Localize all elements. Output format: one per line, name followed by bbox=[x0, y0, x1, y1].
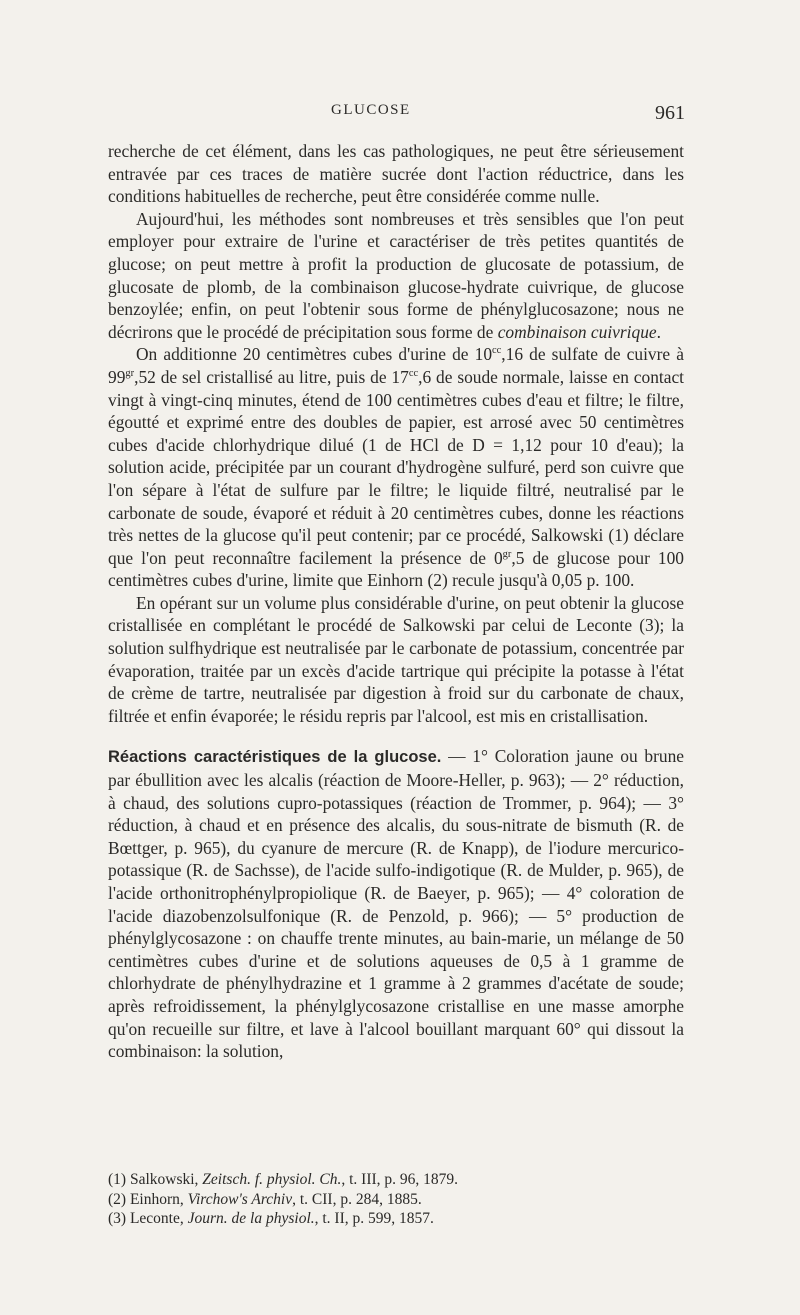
paragraph-2-end: . bbox=[656, 321, 661, 342]
paragraph-3-part: ,16 de sulfate de cuivre à 99 bbox=[108, 344, 684, 387]
footnote-number: (2) bbox=[108, 1190, 130, 1208]
footnote-author: Leconte, bbox=[129, 1210, 188, 1227]
paragraph-2-text: Aujourd'hui, les méthodes sont nombreuses et très sensibles que l'on peut employer pour extraire de l'urine et caractériser de très petites quantités de glucose; on peut mettre à profit la production de glucosate de potassium, de glucosate de plomb, de la combinaison glucose-hydrate cuivrique, de glucose benzoylée; enfin, on peut l'obtenir sous forme de phénylglucosazone; nous ne décrirons que le procédé de précipitation sous forme de bbox=[108, 208, 684, 342]
body-text bbox=[108, 140, 684, 1063]
paragraph-3-part: ,5 de glucose pour 100 centimètres cubes d'urine, limite que Einhorn (2) recule jusqu'à 0,05 p. 100. bbox=[108, 547, 685, 591]
paragraph-3-part: On additionne 20 centimètres cubes d'urine de 10 bbox=[136, 344, 493, 365]
running-head: GLUCOSE bbox=[331, 102, 411, 118]
footnote-author: Salkowski, bbox=[129, 1171, 203, 1188]
footnote-reference: , t. II, p. 599, 1857. bbox=[314, 1210, 434, 1227]
footnotes bbox=[108, 1170, 684, 1229]
section-title: Réactions caractéristiques de la glucose. bbox=[108, 748, 442, 767]
unit-superscript: gr bbox=[502, 548, 512, 560]
paragraph-3 bbox=[108, 343, 684, 592]
paragraph-1: recherche de cet élément, dans les cas pathologiques, ne peut être sérieusement entravée par ces traces de matière sucrée dont l'action réductrice, dans les conditions habituelles de recherche, peut être considérée comme nulle. bbox=[108, 141, 684, 207]
footnote bbox=[108, 1209, 684, 1229]
unit-superscript: gr bbox=[125, 368, 135, 380]
paragraph-3-part: ,6 de soude normale, laisse en contact vingt à vingt-cinq minutes, étend de 100 centimètres cubes d'eau et filtre; le filtre, égoutté et exprimé entre des doubles de papier, est arrosé avec 50 centimètres cubes d'acide chlorhydrique dilué (1 de HCl de D = 1,12 pour 10 d'eau); la solution acide, précipitée par un courant d'hydrogène sulfuré, perd son cuivre que l'on sépare à l'état de sulfure par le filtre; le liquide filtré, neutralisé par le carbonate de soude, évaporé et réduit à 20 centimètres cubes, donne les réactions très nettes de la glucose qu'il peut contenir; par ce procédé, Salkowski (1) déclare que l'on peut reconnaître facilement la présence de 0 bbox=[108, 366, 684, 568]
page-header bbox=[0, 100, 800, 130]
paragraph-2-emphasis: combinaison cuivrique bbox=[497, 321, 657, 342]
unit-superscript: cc bbox=[492, 345, 502, 357]
unit-superscript: cc bbox=[408, 368, 419, 380]
footnote-number: (3) bbox=[108, 1210, 130, 1227]
footnote bbox=[108, 1190, 684, 1210]
footnote-author: Einhorn, bbox=[129, 1190, 188, 1208]
page-number: 961 bbox=[655, 102, 685, 124]
footnote-source: Virchow's Archiv bbox=[187, 1190, 293, 1208]
footnote-reference: , t. III, p. 96, 1879. bbox=[341, 1171, 459, 1188]
footnote bbox=[108, 1170, 684, 1190]
footnote-reference: , t. CII, p. 284, 1885. bbox=[292, 1190, 422, 1208]
footnote-source: Journ. de la physiol. bbox=[187, 1210, 315, 1227]
paragraph-5-text: — 1° Coloration jaune ou brune par ébullition avec les alcalis (réaction de Moore-Heller, p. 963); — 2° réduction, à chaud, des solutions cupro-potassiques (réaction de Trommer, p. 964); — 3° réduction, à chaud et en présence des alcalis, du sous-nitrate de bismuth (R. de Bœttger, p. 965), du cyanure de mercure (R. de Knapp), de l'iodure mercurico-potassique (R. de Sachsse), de l'acide sulfo-indigotique (R. de Mulder, p. 965), de l'acide orthonitrophénylpropiolique (R. de Baeyer, p. 965); — 4° coloration de l'acide diazobenzolsulfonique (R. de Penzold, p. 966); — 5° production de phénylglycosazone : on chauffe trente minutes, au bain-marie, un mélange de 50 centimètres cubes d'urine et de solutions aqueuses de 0,5 à 1 gramme de chlorhydrate de phénylhydrazine et 1 gramme à 2 grammes d'acétate de soude; après refroidissement, la phénylglycosazone cristallise en une masse amorphe qu'on recueille sur filtre, et lave à l'alcool bouillant marquant 60° qui dissout la combinaison: la solution, bbox=[108, 746, 684, 1062]
paragraph-2 bbox=[108, 208, 684, 344]
footnote-number: (1) bbox=[108, 1171, 130, 1188]
paragraph-3-part: ,52 de sel cristallisé au litre, puis de 17 bbox=[134, 366, 409, 387]
paragraph-4: En opérant sur un volume plus considérable d'urine, on peut obtenir la glucose cristallisée en complétant le procédé de Salkowski par celui de Leconte (3); la solution sulfhydrique est neutralisée par le carbonate de potassium, concentrée par évaporation, traitée par un excès d'acide tartrique qui précipite la potasse à l'état de crème de tartre, neutralisée par digestion à froid sur du carbonate de chaux, filtrée et enfin évaporée; le résidu repris par l'alcool, est mis en cristallisation. bbox=[108, 592, 684, 726]
footnote-source: Zeitsch. f. physiol. Ch. bbox=[202, 1171, 342, 1188]
paragraph-5 bbox=[108, 745, 684, 1062]
